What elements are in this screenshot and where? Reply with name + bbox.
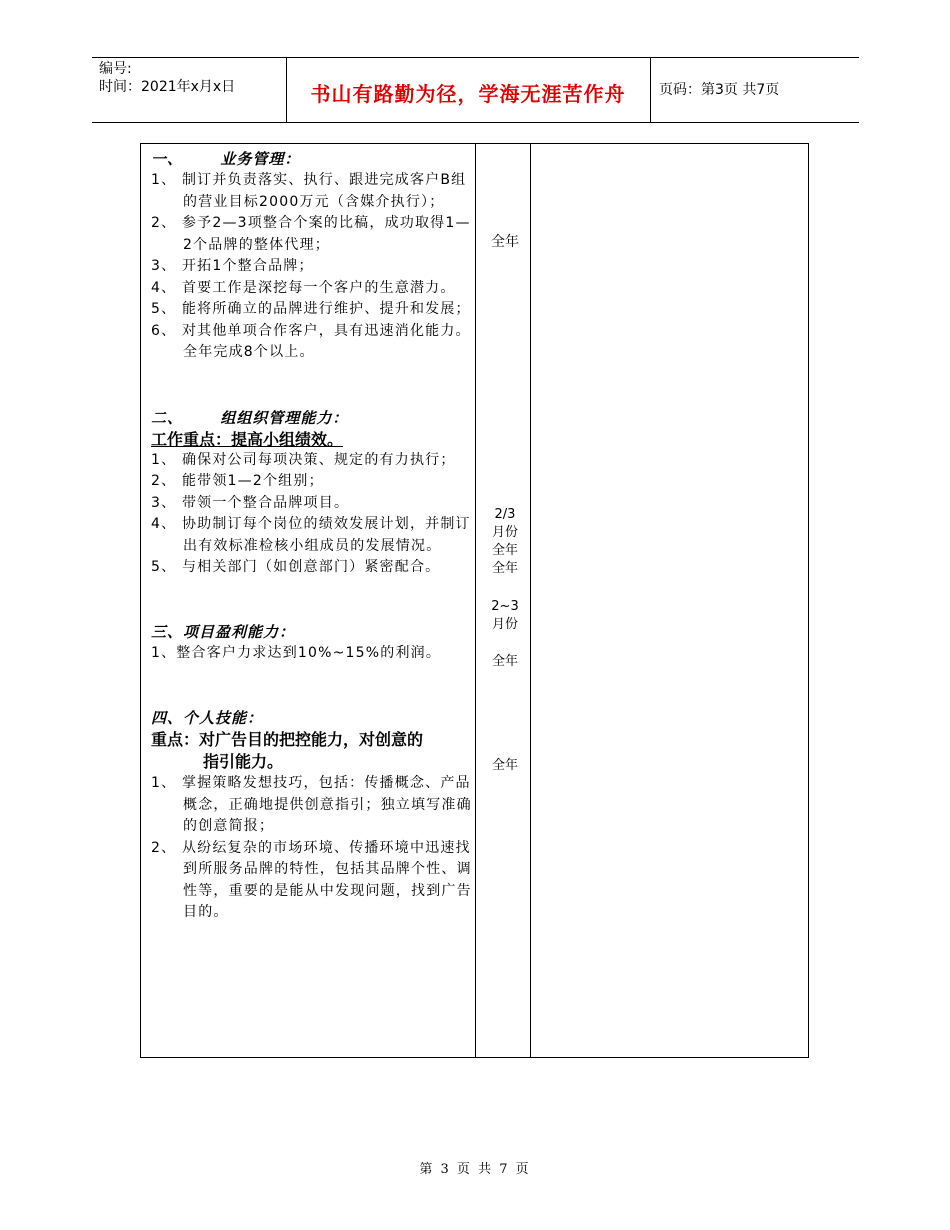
list-item: 5、 能将所确立的品牌进行维护、提升和发展；	[151, 301, 471, 317]
section-title: 三、项目盈利能力：	[151, 622, 296, 641]
list-item: 3、 带领一个整合品牌项目。	[151, 494, 350, 511]
section-title: 四、个人技能：	[151, 709, 264, 727]
header-top-rule	[92, 57, 859, 58]
time-value: 月份	[491, 617, 518, 632]
time-value: 全年	[491, 758, 518, 773]
plan-table	[140, 143, 809, 1058]
list-item: 1、整合客户力求达到10%~15%的利润。	[151, 644, 442, 661]
header-page-label: 页码：第3页 共7页	[659, 82, 780, 98]
list-item: 4、 首要工作是深挖每一个客户的生意潜力。	[151, 279, 456, 296]
section-focus-line: 指引能力。	[203, 752, 284, 771]
list-item: 5、 与相关部门（如创意部门）紧密配合。	[151, 559, 441, 575]
time-value: 全年	[491, 543, 518, 558]
time-value: 全年	[491, 654, 518, 669]
list-item: 2、 从纷纭复杂的市场环境、传播环境中迅速找到所服务品牌的特性，包括其品牌个性、调性等，重要的是能从中发现问题，找到广告目的。	[151, 839, 472, 920]
document-time-label: 时间：2021年x月x日	[99, 79, 236, 95]
list-item: 2、 能带领1—2个组别；	[151, 473, 324, 489]
header-divider-left	[286, 57, 287, 122]
list-item: 2、 参予2—3项整合个案的比稿，成功取得1—2个品牌的整体代理；	[151, 215, 471, 253]
list-item: 4、 协助制订每个岗位的绩效发展计划，并制订出有效标准检核小组成员的发展情况。	[151, 516, 471, 554]
section-title: 一、 业务管理：	[151, 150, 301, 168]
list-item: 1、 制订并负责落实、执行、跟进完成客户B组的营业目标2000万元（含媒介执行）；	[151, 172, 467, 210]
page-footer: 第 3 页 共 7 页	[419, 1162, 531, 1177]
section-focus: 工作重点：提高小组绩效。	[151, 429, 344, 449]
section-title: 二、 组组织管理能力：	[151, 408, 349, 427]
list-item: 6、 对其他单项合作客户，具有迅速消化能力。全年完成8个以上。	[151, 322, 471, 360]
header-motto: 书山有路勤为径，学海无涯苦作舟	[310, 82, 626, 106]
header-bottom-rule	[92, 122, 859, 123]
header-divider-right	[650, 57, 651, 122]
section-focus-line: 重点：对广告目的把控能力，对创意的	[151, 730, 424, 749]
time-value: 全年	[491, 561, 518, 576]
time-value: 全年	[491, 234, 519, 250]
section-focus	[151, 729, 476, 773]
content-column	[151, 148, 476, 924]
time-value: 月份	[491, 525, 518, 540]
list-item: 1、 掌握策略发想技巧，包括：传播概念、产品概念，正确地提供创意指引；独立填写准确的创意简报；	[151, 775, 472, 834]
time-value: 2~3	[491, 599, 519, 614]
time-value: 2/3	[494, 507, 516, 522]
list-item: 1、 确保对公司每项决策、规定的有力执行；	[151, 451, 456, 468]
document-number-label: 编号:	[99, 61, 132, 77]
list-item: 3、 开拓1个整合品牌；	[151, 258, 314, 274]
